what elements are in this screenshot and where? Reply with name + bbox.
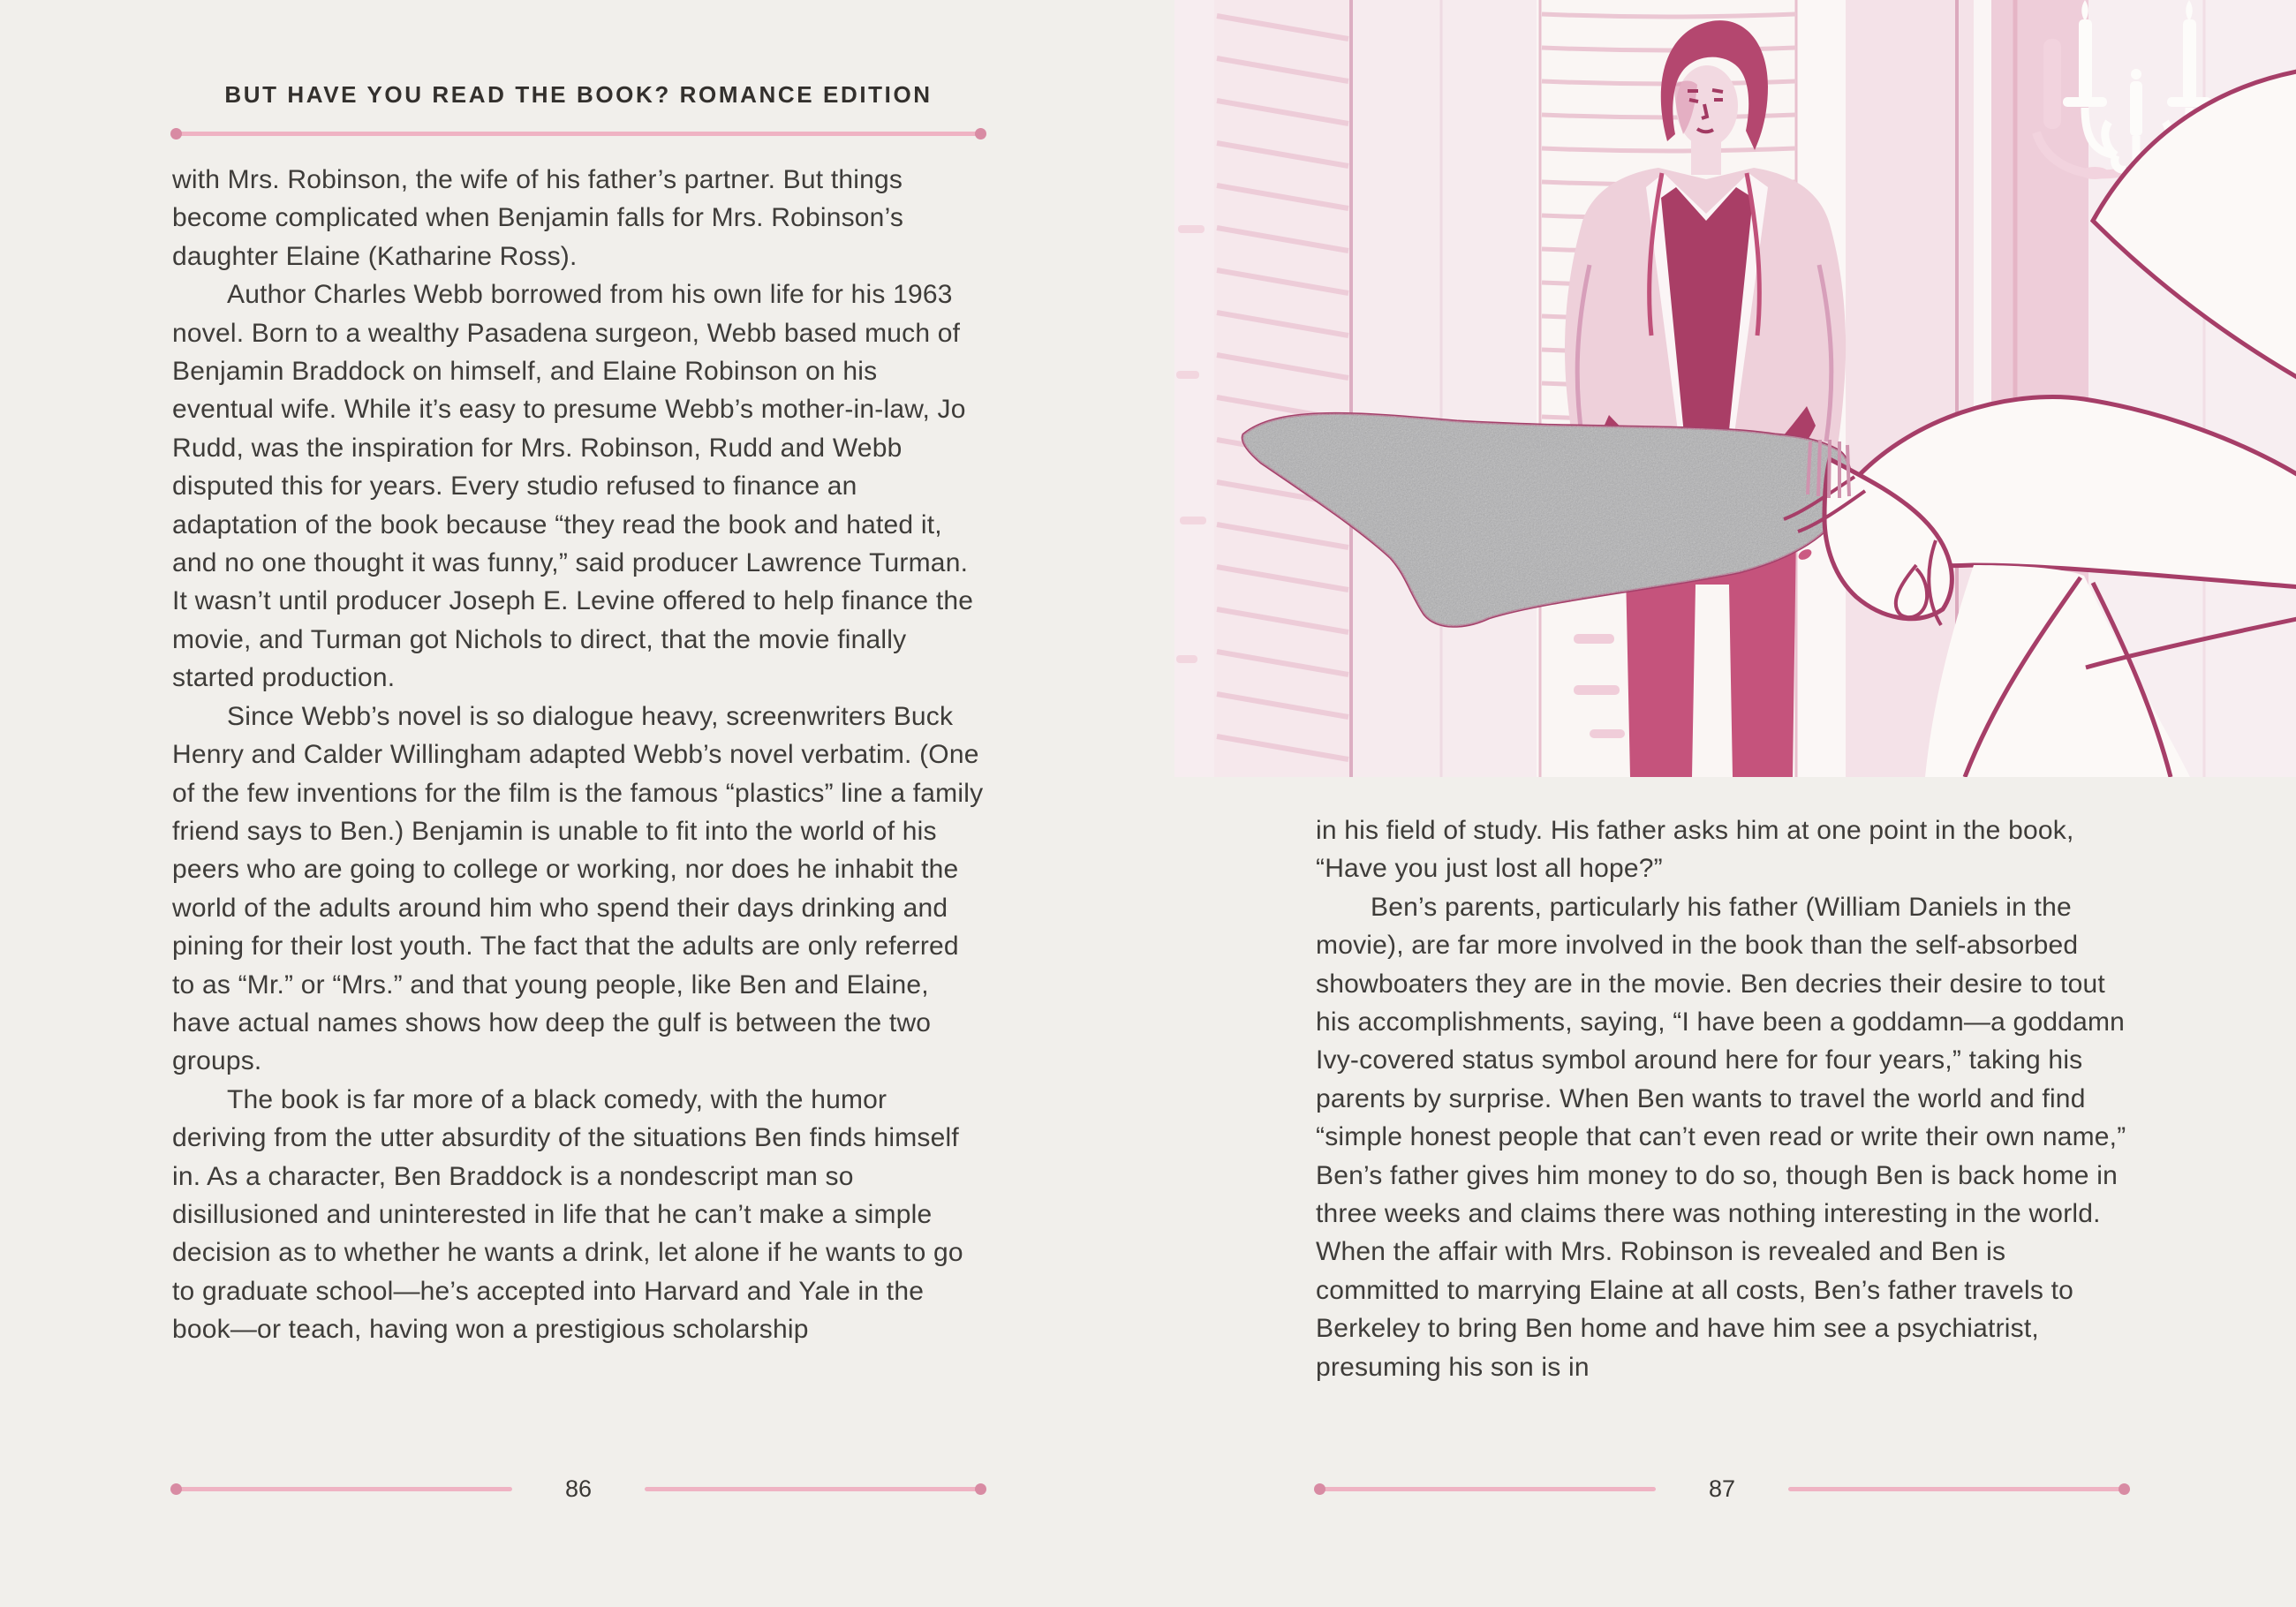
- paragraph: Since Webb’s novel is so dialogue heavy, screenwriters Buck Henry and Calder Willingham adapted Webb’s novel verbatim. (One of the few inventions for the film is the famous “plastics” line a family friend says to Ben.) Benjamin is unable to fit into the world of his peers who are going to college or working, nor does he inhabit the world of the adults around him who spend their days drinking and pining for their lost youth. The fact that the adults are only referred to as “Mr.” or “Mrs.” and that young people, like Ben and Elaine, have actual names shows how deep the gulf is between the two groups.: [172, 701, 984, 1076]
- footer-rule: [645, 1487, 985, 1491]
- right-page-body: [1316, 811, 2128, 1386]
- header-rule-divider: [172, 132, 985, 136]
- right-page-footer: [1316, 1469, 2128, 1508]
- paragraph: with Mrs. Robinson, the wife of his father’s partner. But things become complicated when Benjamin falls for Mrs. Robinson’s daughter Elaine (Katharine Ross).: [172, 165, 904, 271]
- page-number: 86: [564, 1475, 593, 1502]
- paragraph: The book is far more of a black comedy, with the humor deriving from the utter absurdity of the situations Ben finds himself in. As a character, Ben Braddock is a nondescript man so disillusioned and uninterested in life that he can’t make a simple decision as to whether he wants a drink, let alone if he wants to go to graduate school—he’s accepted into Harvard and Yale in the book—or teach, having won a prestigious scholarship: [172, 1084, 963, 1345]
- page-number: 87: [1708, 1475, 1736, 1502]
- left-page-body: [172, 161, 985, 1349]
- left-page: [172, 0, 985, 1607]
- left-page-footer: [172, 1469, 985, 1508]
- right-page: [1316, 0, 2128, 1607]
- footer-rule: [172, 1487, 512, 1491]
- paragraph: in his field of study. His father asks him at one point in the book, “Have you just lost all hope?”: [1316, 816, 2074, 884]
- running-header: BUT HAVE YOU READ THE BOOK? ROMANCE EDITION: [224, 81, 933, 108]
- paragraph: Ben’s parents, particularly his father (William Daniels in the movie), are far more involved in the book than the self-absorbed showboaters they are in the movie. Ben decries their desire to tout his accomplishments, saying, “I have been a goddamn—a goddamn Ivy-covered status symbol around here for four years,” taking his parents by surprise. When Ben wants to travel the world and find “simple honest people that can’t even read or write their own name,” Ben’s father gives him money to do so, though Ben is back home in three weeks and claims there was nothing interesting in the world. When the affair with Mrs. Robinson is revealed and Ben is committed to marrying Elaine at all costs, Ben’s father travels to Berkeley to bring Ben home and have him see a psychiatrist, presuming his son is in: [1316, 892, 2126, 1382]
- footer-rule: [1788, 1487, 2128, 1491]
- paragraph: Author Charles Webb borrowed from his own life for his 1963 novel. Born to a wealthy Pasadena surgeon, Webb based much of Benjamin Braddock on himself, and Elaine Robinson on his eventual wife. While it’s easy to presume Webb’s mother-in-law, Jo Rudd, was the inspiration for Mrs. Robinson, Rudd and Webb disputed this for years. Every studio refused to finance an adaptation of the book because “they read the book and hated it, and no one thought it was funny,” said producer Lawrence Turman. It wasn’t until producer Joseph E. Levine offered to help finance the movie, and Turman got Nichols to direct, that the movie finally started production.: [172, 280, 974, 693]
- footer-rule: [1316, 1487, 1656, 1491]
